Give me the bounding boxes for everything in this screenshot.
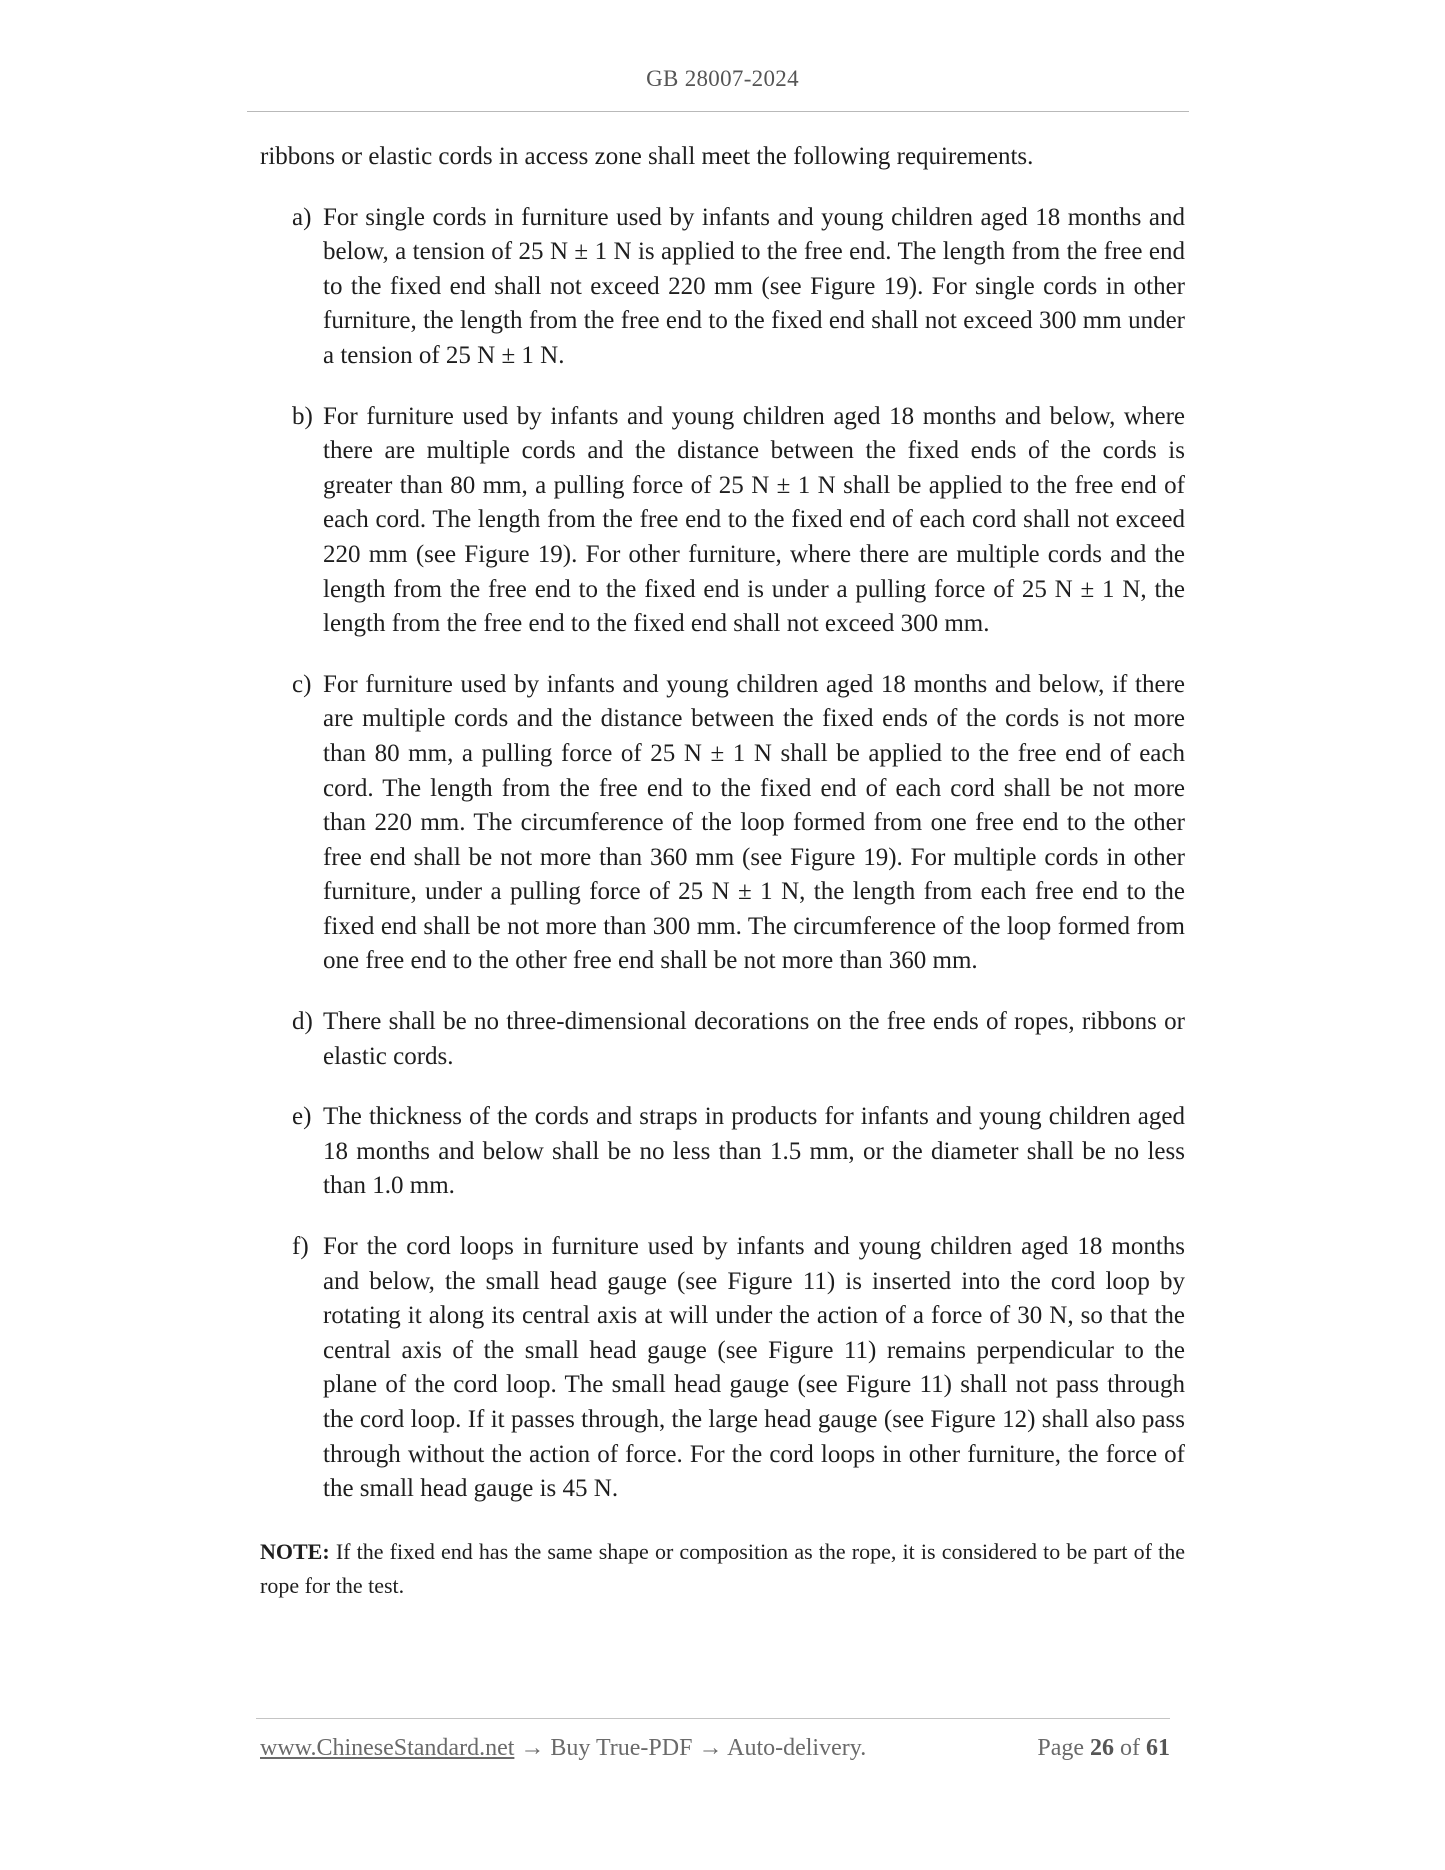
page-of-label: of [1120, 1735, 1140, 1761]
list-item-a [260, 201, 1185, 374]
list-item-letter: e) [292, 1103, 312, 1131]
list-item-text: The thickness of the cords and straps in products for infants and young children aged 18 months and below shall be no less than 1.5 mm, or the diameter shall be no less than 1.0 mm. [323, 1103, 1185, 1200]
note-label: NOTE: [260, 1538, 330, 1564]
list-item-text: For furniture used by infants and young children aged 18 months and below, where there are multiple cords and the distance between the fixed ends of the cords is greater than 80 mm, a pulling force of 25 N ± 1 N shall be applied to the free end of each cord. The length from the free end to the fixed end of each cord shall not exceed 220 mm (see Figure 19). For other furniture, where there are multiple cords and the length from the free end to the fixed end is under a pulling force of 25 N ± 1 N, the length from the free end to the fixed end shall not exceed 300 mm. [323, 402, 1185, 638]
page-label: Page [1037, 1735, 1084, 1761]
website-link[interactable]: www.ChineseStandard.net [260, 1735, 515, 1761]
footer-promo [260, 1735, 866, 1762]
list-item-b [260, 400, 1185, 642]
footer-divider [256, 1718, 1170, 1719]
list-item-letter: c) [292, 670, 312, 698]
list-item-text: For furniture used by infants and young children aged 18 months and below, if there are multiple cords and the distance between the fixed ends of the cords is not more than 80 mm, a pulling force of 25 N ± 1 N shall be applied to the free end of each cord. The length from the free end to the fixed end of each cord shall be not more than 220 mm. The circumference of the loop formed from one free end to the other free end shall be not more than 360 mm (see Figure 19). For multiple cords in other furniture, under a pulling force of 25 N ± 1 N, the length from each free end to the fixed end shall be not more than 300 mm. The circumference of the loop formed from one free end to the other free end shall be not more than 360 mm. [323, 670, 1185, 975]
current-page-number: 26 [1090, 1735, 1114, 1761]
list-item-letter: f) [292, 1233, 309, 1261]
page-footer [260, 1735, 1170, 1769]
list-item-text: For the cord loops in furniture used by infants and young children aged 18 months and below, the small head gauge (see Figure 11) is inserted into the cord loop by rotating it along its central axis at will under the action of a force of 30 N, so that the central axis of the small head gauge (see Figure 11) remains perpendicular to the plane of the cord loop. The small head gauge (see Figure 11) shall not pass through the cord loop. If it passes through, the large head gauge (see Figure 12) shall also pass through without the action of force. For the cord loops in other furniture, the force of the small head gauge is 45 N. [323, 1233, 1185, 1503]
list-item-text: For single cords in furniture used by infants and young children aged 18 months and below, a tension of 25 N ± 1 N is applied to the free end. The length from the free end to the fixed end shall not exceed 220 mm (see Figure 19). For single cords in other furniture, the length from the free end to the fixed end shall not exceed 300 mm under a tension of 25 N ± 1 N. [323, 203, 1185, 369]
lead-paragraph: ribbons or elastic cords in access zone shall meet the following requirements. [260, 143, 1034, 170]
list-item-d [260, 1005, 1185, 1074]
page-content [260, 140, 1185, 1604]
header-divider [247, 111, 1189, 112]
list-item-c [260, 668, 1185, 979]
list-item-letter: a) [292, 203, 312, 231]
page-indicator [1037, 1735, 1170, 1762]
document-code-header: GB 28007-2024 [646, 66, 799, 91]
list-item-letter: d) [292, 1008, 313, 1036]
list-item-e [260, 1100, 1185, 1204]
footer-tagline: → Buy True-PDF → Auto-delivery. [520, 1735, 867, 1761]
list-item-f [260, 1230, 1185, 1507]
note-text: If the fixed end has the same shape or composition as the rope, it is considered to be part of the rope for the test. [260, 1538, 1185, 1599]
list-item-letter: b) [292, 402, 313, 430]
list-item-text: There shall be no three-dimensional decorations on the free ends of ropes, ribbons or elastic cords. [323, 1008, 1185, 1070]
total-page-number: 61 [1146, 1735, 1170, 1761]
note-paragraph [260, 1533, 1185, 1604]
